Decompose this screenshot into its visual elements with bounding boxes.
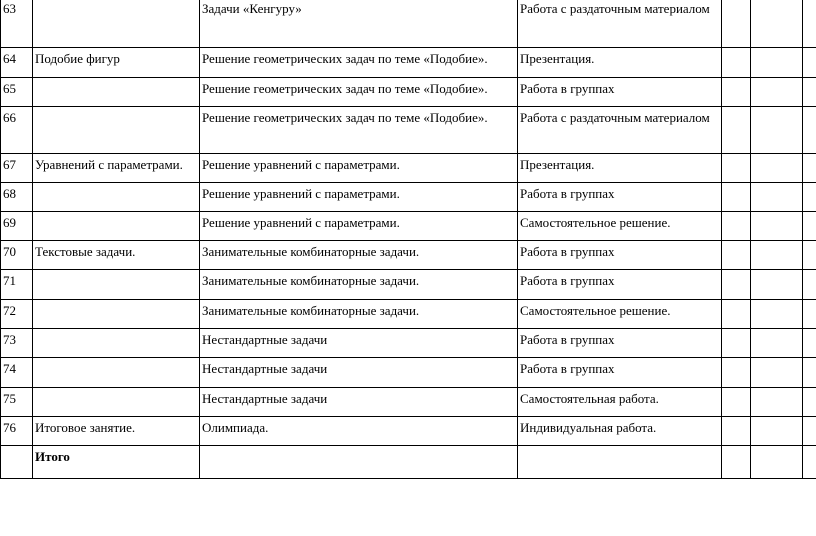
empty-cell <box>722 48 751 78</box>
empty-cell <box>722 107 751 154</box>
table-row <box>1 241 816 270</box>
row-number: 72 <box>1 300 33 329</box>
table-row <box>1 358 816 388</box>
row-content: Решение уравнений с параметрами. <box>200 212 518 241</box>
empty-cell <box>803 300 816 329</box>
row-form: Самостоятельное решение. <box>518 300 722 329</box>
empty-cell <box>751 388 803 417</box>
row-topic <box>33 0 200 48</box>
empty-cell <box>751 78 803 107</box>
empty-cell <box>803 183 816 212</box>
row-form: Работа в группах <box>518 183 722 212</box>
row-content: Решение уравнений с параметрами. <box>200 183 518 212</box>
table-row <box>1 48 816 78</box>
empty-cell <box>751 329 803 358</box>
row-content: Нестандартные задачи <box>200 358 518 388</box>
row-number: 64 <box>1 48 33 78</box>
row-content: Нестандартные задачи <box>200 388 518 417</box>
row-topic <box>33 183 200 212</box>
empty-cell <box>803 212 816 241</box>
empty-cell <box>751 446 803 479</box>
row-content: Решение геометрических задач по теме «Подобие». <box>200 107 518 154</box>
empty-cell <box>803 446 816 479</box>
empty-cell <box>751 241 803 270</box>
row-form: Работа в группах <box>518 358 722 388</box>
empty-cell <box>722 388 751 417</box>
empty-cell <box>722 154 751 183</box>
total-label: Итого <box>33 446 200 479</box>
table-row <box>1 0 816 48</box>
row-topic: Итоговое занятие. <box>33 417 200 446</box>
row-number: 65 <box>1 78 33 107</box>
table-body <box>1 0 816 479</box>
row-content: Решение геометрических задач по теме «Подобие». <box>200 48 518 78</box>
empty-cell <box>722 358 751 388</box>
empty-cell <box>722 446 751 479</box>
empty-cell <box>803 241 816 270</box>
empty-cell <box>1 446 33 479</box>
row-content: Олимпиада. <box>200 417 518 446</box>
empty-cell <box>722 183 751 212</box>
row-form: Работа в группах <box>518 241 722 270</box>
row-topic <box>33 78 200 107</box>
empty-cell <box>751 0 803 48</box>
row-topic: Текстовые задачи. <box>33 241 200 270</box>
table-row <box>1 107 816 154</box>
empty-cell <box>722 212 751 241</box>
empty-cell <box>803 78 816 107</box>
row-topic: Уравнений с параметрами. <box>33 154 200 183</box>
row-number: 68 <box>1 183 33 212</box>
empty-cell <box>751 212 803 241</box>
empty-cell <box>803 358 816 388</box>
row-content: Нестандартные задачи <box>200 329 518 358</box>
row-form: Презентация. <box>518 154 722 183</box>
row-number: 73 <box>1 329 33 358</box>
table-row <box>1 154 816 183</box>
row-form: Самостоятельное решение. <box>518 212 722 241</box>
row-number: 75 <box>1 388 33 417</box>
row-form: Работа с раздаточным материалом <box>518 107 722 154</box>
table-row <box>1 183 816 212</box>
empty-cell <box>751 300 803 329</box>
empty-cell <box>722 270 751 300</box>
row-topic: Подобие фигур <box>33 48 200 78</box>
empty-cell <box>751 270 803 300</box>
empty-cell <box>751 358 803 388</box>
row-topic <box>33 329 200 358</box>
table-row <box>1 329 816 358</box>
row-form: Индивидуальная работа. <box>518 417 722 446</box>
row-topic <box>33 358 200 388</box>
row-number: 63 <box>1 0 33 48</box>
row-content: Занимательные комбинаторные задачи. <box>200 241 518 270</box>
row-content: Задачи «Кенгуру» <box>200 0 518 48</box>
table-row <box>1 388 816 417</box>
row-form: Презентация. <box>518 48 722 78</box>
row-topic <box>33 107 200 154</box>
empty-cell <box>518 446 722 479</box>
empty-cell <box>722 417 751 446</box>
table-row <box>1 78 816 107</box>
row-number: 71 <box>1 270 33 300</box>
empty-cell <box>803 417 816 446</box>
row-form: Работа в группах <box>518 329 722 358</box>
row-form: Работа с раздаточным материалом <box>518 0 722 48</box>
empty-cell <box>200 446 518 479</box>
total-row <box>1 446 816 479</box>
empty-cell <box>751 154 803 183</box>
empty-cell <box>751 48 803 78</box>
empty-cell <box>722 329 751 358</box>
row-form: Работа в группах <box>518 270 722 300</box>
row-number: 67 <box>1 154 33 183</box>
empty-cell <box>751 417 803 446</box>
empty-cell <box>751 183 803 212</box>
row-topic <box>33 388 200 417</box>
row-content: Занимательные комбинаторные задачи. <box>200 270 518 300</box>
table-row <box>1 270 816 300</box>
empty-cell <box>722 300 751 329</box>
row-form: Работа в группах <box>518 78 722 107</box>
row-number: 76 <box>1 417 33 446</box>
empty-cell <box>803 270 816 300</box>
row-topic <box>33 212 200 241</box>
empty-cell <box>803 329 816 358</box>
row-topic <box>33 300 200 329</box>
empty-cell <box>722 0 751 48</box>
empty-cell <box>803 107 816 154</box>
table-row <box>1 300 816 329</box>
row-number: 69 <box>1 212 33 241</box>
empty-cell <box>751 107 803 154</box>
empty-cell <box>803 0 816 48</box>
row-number: 70 <box>1 241 33 270</box>
empty-cell <box>722 241 751 270</box>
row-content: Решение уравнений с параметрами. <box>200 154 518 183</box>
table-row <box>1 212 816 241</box>
row-number: 74 <box>1 358 33 388</box>
row-topic <box>33 270 200 300</box>
row-content: Занимательные комбинаторные задачи. <box>200 300 518 329</box>
row-form: Самостоятельная работа. <box>518 388 722 417</box>
table-row <box>1 417 816 446</box>
row-content: Решение геометрических задач по теме «Подобие». <box>200 78 518 107</box>
row-number: 66 <box>1 107 33 154</box>
empty-cell <box>803 388 816 417</box>
empty-cell <box>803 48 816 78</box>
empty-cell <box>722 78 751 107</box>
empty-cell <box>803 154 816 183</box>
